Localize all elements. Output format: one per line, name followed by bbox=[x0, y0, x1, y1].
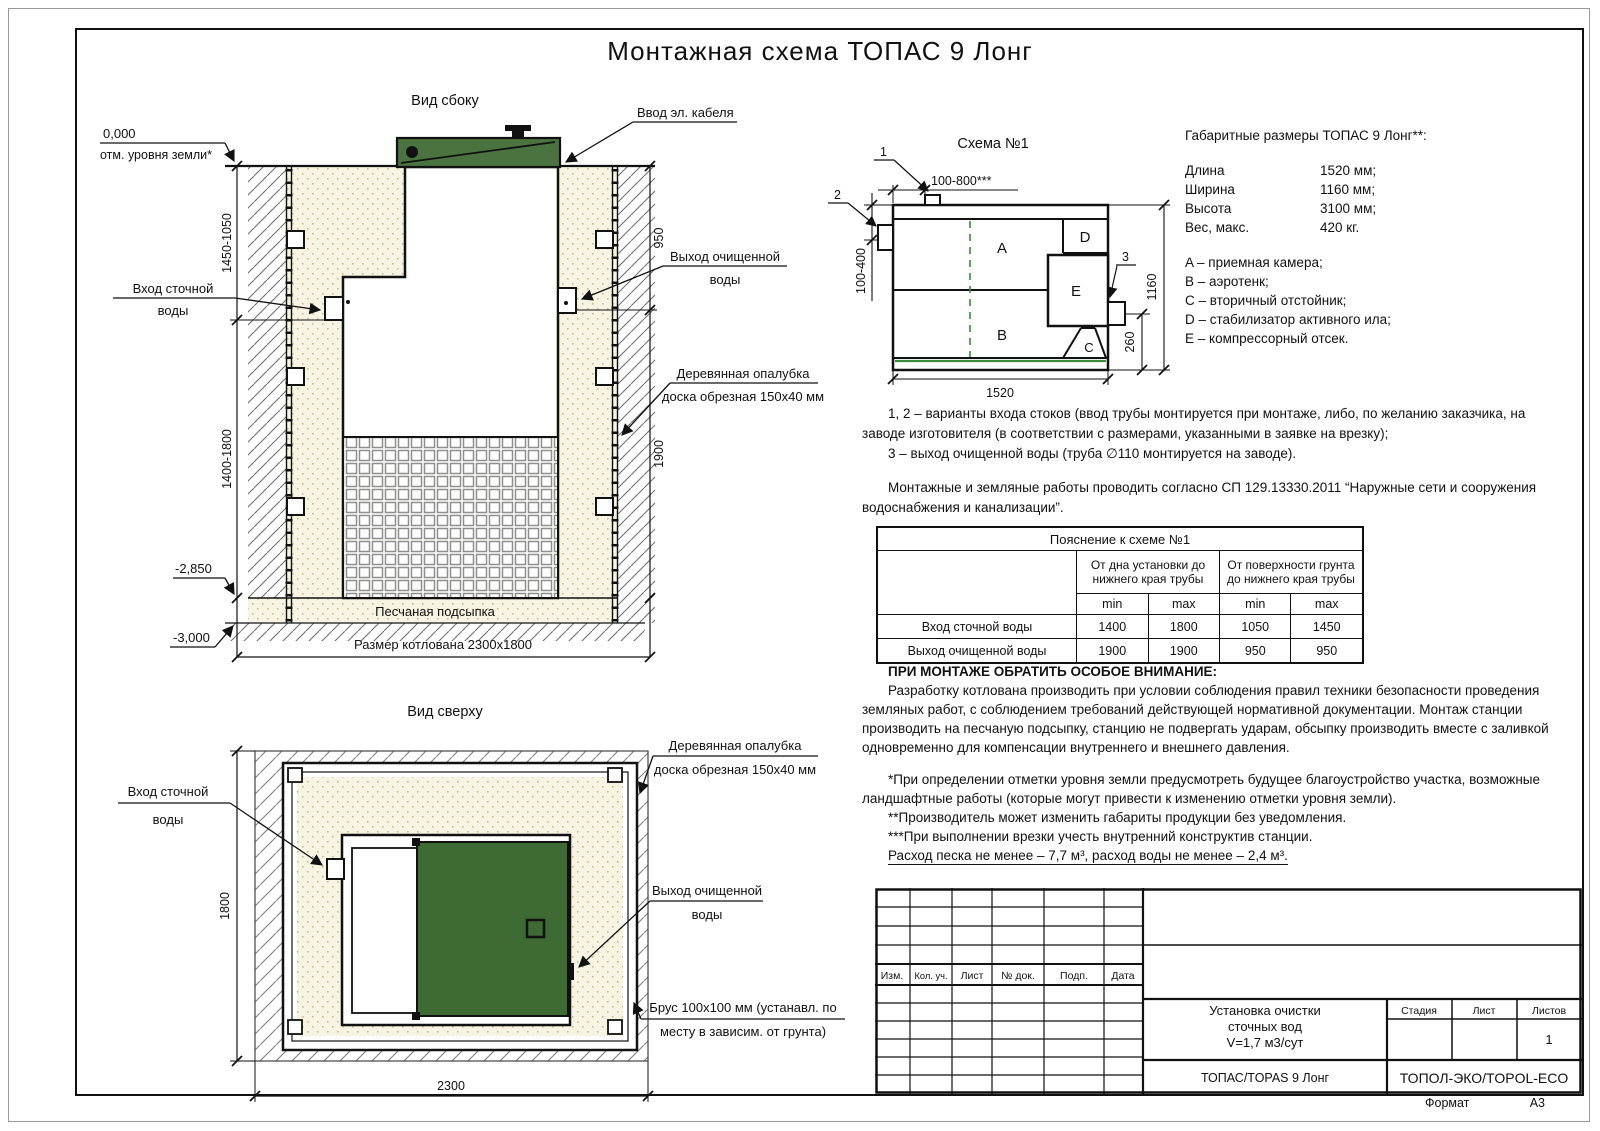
pit-size-label: Размер котлована 2300х1800 bbox=[353, 637, 533, 652]
footnote-2: **Производитель может изменить габариты продукции без уведомления. bbox=[888, 810, 1347, 825]
svg-text:260: 260 bbox=[1123, 331, 1137, 353]
outlet-pipe bbox=[558, 288, 576, 313]
svg-text:Кол. уч.: Кол. уч. bbox=[914, 971, 948, 981]
svg-text:3: 3 bbox=[1122, 250, 1129, 264]
mark-2850 bbox=[173, 561, 234, 594]
vent-cap-icon bbox=[505, 125, 531, 131]
svg-text:1: 1 bbox=[880, 145, 887, 159]
table-group-1: От дна установки до нижнего края трубы bbox=[1077, 551, 1220, 594]
dimension-1160 bbox=[1108, 200, 1170, 375]
dim-row: Высота 3100 мм; bbox=[1185, 201, 1377, 216]
dimensions-heading: Габаритные размеры ТОПАС 9 Лонг**: bbox=[1185, 128, 1427, 143]
dimension-1520 bbox=[888, 370, 1113, 400]
legend-item: D – стабилизатор активного ила; bbox=[1185, 312, 1391, 327]
title-block bbox=[875, 888, 1582, 1094]
zero-level-mark bbox=[100, 126, 234, 162]
legend-item: A – приемная камера; bbox=[1185, 255, 1323, 270]
station-lid bbox=[397, 125, 560, 167]
table-row: Выход очищенной воды 1900 1900 950 950 bbox=[877, 639, 1363, 664]
formwork-label bbox=[640, 738, 818, 793]
table-row: Вход сточной воды 1400 1800 1050 1450 bbox=[877, 615, 1363, 639]
sheets-count: 1 bbox=[1545, 1032, 1553, 1047]
svg-text:месту в зависим. от грунта): месту в зависим. от грунта) bbox=[659, 1024, 827, 1039]
dimension-1800 bbox=[218, 746, 255, 1066]
notes-block bbox=[862, 404, 1557, 518]
svg-text:2300: 2300 bbox=[437, 1079, 465, 1093]
svg-text:2: 2 bbox=[834, 188, 841, 202]
dimension-100-800 bbox=[878, 174, 1018, 203]
table-group-2: От поверхности грунта до нижнего края трубы bbox=[1220, 551, 1364, 594]
dimensions-panel bbox=[1185, 126, 1560, 348]
attention-block bbox=[862, 662, 1557, 865]
svg-text:доска обрезная 150х40 мм: доска обрезная 150х40 мм bbox=[653, 762, 817, 777]
attention-heading: ПРИ МОНТАЖЕ ОБРАТИТЬ ОСОБОЕ ВНИМАНИЕ: bbox=[888, 664, 1218, 679]
svg-text:Изм.: Изм. bbox=[880, 970, 904, 982]
svg-text:воды: воды bbox=[691, 907, 723, 922]
svg-text:V=1,7 м3/сут: V=1,7 м3/сут bbox=[1226, 1035, 1304, 1050]
footnote-1: *При определении отметки уровня земли предусмотреть будущее благоустройство участка, возможные ландшафтные работы (которые могут привести к изменению отметки уровня земли). bbox=[862, 772, 1541, 806]
dimension-2300 bbox=[250, 1061, 653, 1102]
outlet-mark bbox=[567, 963, 574, 980]
svg-text:1400-1800: 1400-1800 bbox=[220, 429, 234, 489]
attention-paragraph: Разработку котлована производить при условии соблюдения правил техники безопасности проведения земляных работ, с соблюдением требований действующей нормативной документации. Монтаж станции производить на песчаную подсыпку, станцию не подвергать ударам, обсыпку производить вместе с заливкой одновременно для компенсации внутреннего и внешнего давления. bbox=[862, 683, 1549, 755]
svg-text:Лист: Лист bbox=[1472, 1005, 1496, 1017]
svg-text:воды: воды bbox=[152, 812, 184, 827]
top-view-drawing bbox=[100, 693, 850, 1105]
model-name: ТОПАС/TOPAS 9 Лонг bbox=[1200, 1071, 1330, 1085]
scheme-drawing bbox=[818, 123, 1183, 403]
svg-text:1450-1050: 1450-1050 bbox=[220, 213, 234, 273]
svg-text:C: C bbox=[1084, 340, 1094, 355]
svg-text:сточных вод: сточных вод bbox=[1228, 1019, 1302, 1034]
side-view-title: Вид сбоку bbox=[411, 93, 479, 109]
svg-text:-2,850: -2,850 bbox=[175, 561, 212, 576]
sand-label: Песчаная подсыпка bbox=[375, 604, 495, 619]
svg-text:Лист: Лист bbox=[960, 970, 984, 982]
inlet-variant-2 bbox=[828, 188, 893, 250]
scheme-title: Схема №1 bbox=[957, 136, 1029, 152]
svg-text:Подп.: Подп. bbox=[1060, 970, 1088, 982]
svg-text:100-800***: 100-800*** bbox=[931, 174, 992, 188]
svg-text:Выход очищенной: Выход очищенной bbox=[651, 883, 763, 898]
svg-text:Выход очищенной: Выход очищенной bbox=[669, 249, 781, 264]
dim-row: Ширина 1160 мм; bbox=[1185, 182, 1376, 197]
cable-label bbox=[566, 105, 737, 162]
svg-text:Ввод эл. кабеля: Ввод эл. кабеля bbox=[637, 105, 734, 120]
dim-row: Вес, макс. 420 кг. bbox=[1185, 220, 1360, 235]
svg-text:B: B bbox=[996, 327, 1008, 344]
svg-text:Брус 100х100 мм (устанавл. по: Брус 100х100 мм (устанавл. по bbox=[649, 1000, 837, 1015]
svg-text:0,000: 0,000 bbox=[103, 126, 136, 141]
side-view-drawing bbox=[85, 85, 875, 685]
svg-text:воды: воды bbox=[157, 303, 189, 318]
explanation-table: Пояснение к схеме №1 От дна установки до нижнего края трубы От поверхности грунта до нижнего края трубы min max min max Вход сточной воды 1400 1800 1050 1450 Выход очищенной воды 1900 1900 950 950 bbox=[876, 526, 1364, 664]
svg-text:-3,000: -3,000 bbox=[173, 630, 210, 645]
note-1: 1, 2 – варианты входа стоков (ввод трубы монтируется при монтаже, либо, по желанию заказчика, на заводе изготовителя (в соответствии с размерами, указанными в заявке на врезку); bbox=[862, 406, 1526, 441]
svg-text:воды: воды bbox=[709, 272, 741, 287]
legend-item: B – аэротенк; bbox=[1185, 274, 1269, 289]
brus-label bbox=[634, 1000, 845, 1039]
svg-text:1520: 1520 bbox=[986, 386, 1014, 400]
svg-text:Деревянная опалубка: Деревянная опалубка bbox=[668, 738, 802, 753]
svg-text:Вход сточной: Вход сточной bbox=[132, 281, 214, 296]
svg-text:Листов: Листов bbox=[1531, 1005, 1567, 1017]
svg-text:доска обрезная 150х40 мм: доска обрезная 150х40 мм bbox=[661, 389, 825, 404]
station-plan bbox=[327, 835, 574, 1025]
product-name: Установка очистки bbox=[1209, 1003, 1321, 1018]
svg-text:1160: 1160 bbox=[1145, 273, 1159, 301]
format-label: Формат bbox=[1425, 1096, 1470, 1110]
svg-text:отм. уровня земли*: отм. уровня земли* bbox=[100, 148, 213, 162]
note-2: 3 – выход очищенной воды (труба ∅110 монтируется на заводе). bbox=[888, 446, 1297, 461]
format-note bbox=[1425, 1096, 1545, 1110]
svg-text:1900: 1900 bbox=[652, 440, 666, 468]
footnote-3: ***При выполнении врезки учесть внутренний конструктив станции. bbox=[888, 829, 1313, 844]
dim-row: Длина 1520 мм; bbox=[1185, 163, 1377, 178]
top-view-title: Вид сверху bbox=[407, 704, 483, 720]
note-3: Монтажные и земляные работы проводить согласно СП 129.13330.2011 “Наружные сети и сооружения водоснабжения и канализации”. bbox=[862, 480, 1537, 515]
svg-text:1800: 1800 bbox=[218, 892, 232, 920]
svg-text:100-400: 100-400 bbox=[854, 248, 868, 294]
svg-text:Стадия: Стадия bbox=[1401, 1005, 1437, 1017]
page-title: Монтажная схема ТОПАС 9 Лонг bbox=[607, 36, 1033, 66]
svg-text:Дата: Дата bbox=[1111, 970, 1135, 982]
svg-text:№ док.: № док. bbox=[1001, 970, 1035, 982]
svg-text:Вход сточной: Вход сточной bbox=[127, 784, 209, 799]
mark-3000 bbox=[170, 626, 233, 647]
svg-text:D: D bbox=[1079, 229, 1091, 246]
inlet-stub bbox=[327, 859, 344, 879]
legend-item: C – вторичный отстойник; bbox=[1185, 293, 1347, 308]
svg-text:Деревянная опалубка: Деревянная опалубка bbox=[676, 366, 810, 381]
svg-text:E: E bbox=[1070, 283, 1082, 300]
consumption-note: Расход песка не менее – 7,7 м³, расход воды не менее – 2,4 м³. bbox=[888, 848, 1288, 863]
svg-text:A: A bbox=[996, 240, 1008, 257]
compartment-legend bbox=[1185, 253, 1560, 348]
company-name: ТОПОЛ-ЭКО/TOPOL-ECO bbox=[1399, 1070, 1569, 1086]
format-value: А3 bbox=[1529, 1096, 1545, 1110]
legend-item: E – компрессорный отсек. bbox=[1185, 331, 1349, 346]
svg-text:950: 950 bbox=[652, 227, 666, 249]
table-title: Пояснение к схеме №1 bbox=[877, 527, 1363, 551]
